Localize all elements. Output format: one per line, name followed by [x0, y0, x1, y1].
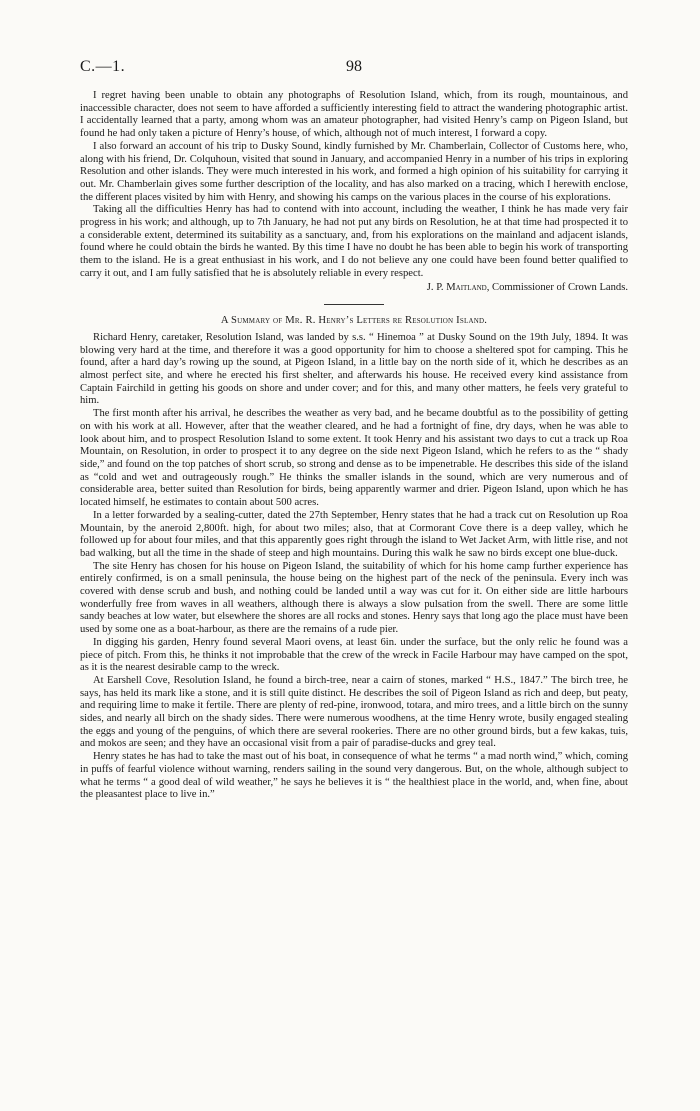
- summary-paragraph: Henry states he has had to take the mast out of his boat, in consequence of what he terms “ a mad north wind,” which, coming in puffs of fearful violence without warning, renders sailing in the sound very dangerous. But, on the whole, although subject to what he terms “ a good deal of wild weather,” he says he believes it is “ the healthiest place in the world, and, when fine, about the pleasantest place to live in.”: [80, 751, 628, 801]
- page-header: [80, 58, 628, 78]
- summary-paragraph: In digging his garden, Henry found several Maori ovens, at least 6in. under the surface, but the only relic he found was a piece of pitch. From this, he thinks it not improbable that the crew of the wreck in Facile Harbour may have camped on the spot, as it is the nearest desirable camp to the wreck.: [80, 636, 628, 674]
- letter-paragraph: I regret having been unable to obtain any photographs of Resolution Island, which, from its rough, mountainous, and inaccessible character, does not seem to have afforded a sufficiently interesting field to attract the wandering photographic artist. I accidentally learned that a party, among whom was an amateur photographer, had visited Henry’s camp on Pigeon Island, but found he had only taken a picture of Henry’s house, of which, although not of much interest, I forward a copy.: [80, 90, 628, 140]
- summary-paragraph: In a letter forwarded by a sealing-cutter, dated the 27th September, Henry states that he had a track cut on Resolution up Roa Mountain, by the aneroid 2,800ft. high, for about two miles; also, that at Cormorant Cove there is a deep valley, which he followed up for about four miles, and that this apparently goes right through the island to Wet Jacket Arm, with little rise, and not bad walking, but all the time in the shade of steep and high mountains. During this walk he saw no birds except one blue-duck.: [80, 509, 628, 559]
- signature-title: , Commissioner of Crown Lands.: [486, 281, 628, 293]
- page-body: [80, 90, 628, 802]
- section-divider: [324, 304, 384, 305]
- summary-paragraph: The site Henry has chosen for his house on Pigeon Island, the suitability of which for his home camp further experience has entirely confirmed, is on a small peninsula, the house being on the highest part of the neck of the peninsula. Every inch was covered with dense scrub and bush, and nothing could be landed until a way was cut for it. On either side are little harbours wonderfully free from waves in all weathers, although there is always a slow pulsation from the swell. There are some little sandy beaches at low water, but elsewhere the shores are all rocks and stones. Henry says that long ago the place must have been used by some one as a boat-harbour, as there are the remains of a rude pier.: [80, 560, 628, 636]
- summary-section: [80, 315, 628, 802]
- signature-initials: J. P.: [426, 281, 447, 293]
- letter-paragraph: Taking all the difficulties Henry has had to contend with into account, including the weather, I think he has made very fair progress in his work; and although, up to 7th January, he had not put any birds on Resolution, he at that time had prospected it to a considerable extent, determined its suitability as a sanctuary, and, from his explorations on the mainland and adjacent islands, found where he could obtain the birds he wanted. By this time I have no doubt he has been able to begin his work of transporting them to the island. He is a great enthusiast in his work, and I do not believe any one could have been found better qualified to carry it out, and I am fully satisfied that he is absolutely reliable in every respect.: [80, 204, 628, 279]
- page-number: 98: [346, 58, 362, 75]
- summary-paragraph: At Earshell Cove, Resolution Island, he found a birch-tree, near a cairn of stones, marked “ H.S., 1847.” The birch tree, he says, has held its mark like a stone, and it is still quite distinct. He describes the soil of Pigeon Island as rich and deep, but peaty, and requiring lime to make it fertile. There are plenty of red-pine, ironwood, totara, and miro trees, and a little birch on the sunny sides, and nearly all birch on the shady sides. There were numerous woodhens, at the time Henry wrote, busily engaged stealing the eggs and young of the penguins, of which there are several rookeries. There are no other ground birds, but a few kakas, tuis, and mokos are seen; and they have an occasional visit from a pair of paradise-ducks and grey teal.: [80, 674, 628, 750]
- letter-paragraph: I also forward an account of his trip to Dusky Sound, kindly furnished by Mr. Chamberlain, Collector of Customs here, who, along with his friend, Dr. Colquhoun, visited that sound in January, and accompanied Henry in a number of his trips in exploring Resolution and other islands. They were much interested in his work, and formed a high opinion of his suitability for carrying it out. Mr. Chamberlain gives some further description of the locality, and has also marked on a tracing, which I herewith enclose, the different places visited by him with Henry, and showing his camps on the various places in the course of his explorations.: [80, 140, 628, 203]
- letter-section: [80, 90, 628, 294]
- summary-title: A Summary of Mr. R. Henry’s Letters re Resolution Island.: [220, 315, 488, 327]
- summary-paragraph: Richard Henry, caretaker, Resolution Island, was landed by s.s. “ Hinemoa ” at Dusky Sound on the 19th July, 1894. It was blowing very hard at the time, and therefore it was a good opportunity for him to choose a sheltered spot for camping. This he found, after a hard day’s rowing up the sound, at Pigeon Island, in a little bay on the north side of it, which he describes as an almost perfect site, and where he erected his first shelter, and afterwards his house. He received every kind assistance from Captain Fairchild in getting his goods on shore and under cover; and for this, and many other matters, he feels very grateful to him.: [80, 331, 628, 407]
- signature: [80, 282, 628, 295]
- signature-name: Maitland: [446, 281, 487, 293]
- summary-paragraph: The first month after his arrival, he describes the weather as very bad, and he became doubtful as to the possibility of getting on with his work at all. However, after that the weather cleared, and he had a fortnight of fine, dry days, when he was able to look about him, and to prospect Resolution Island to some extent. It took Henry and his assistant two days to cut a track up Roa Mountain, on Resolution, in order to prospect it to any degree on the side next Pigeon Island, which he refers to as the “ shady side,” and found on the top patches of short scrub, so strong and dense as to be impenetrable. He describes this side of the island as “cold and wet and outrageously rough.” He thinks the smaller islands in the sound, which are very numerous and of considerable area, better suited than Resolution for birds, being apparently warmer and drier. Pigeon Island, upon which he has located himself, he estimates to contain about 500 acres.: [80, 408, 628, 509]
- report-code: C.—1.: [80, 58, 126, 75]
